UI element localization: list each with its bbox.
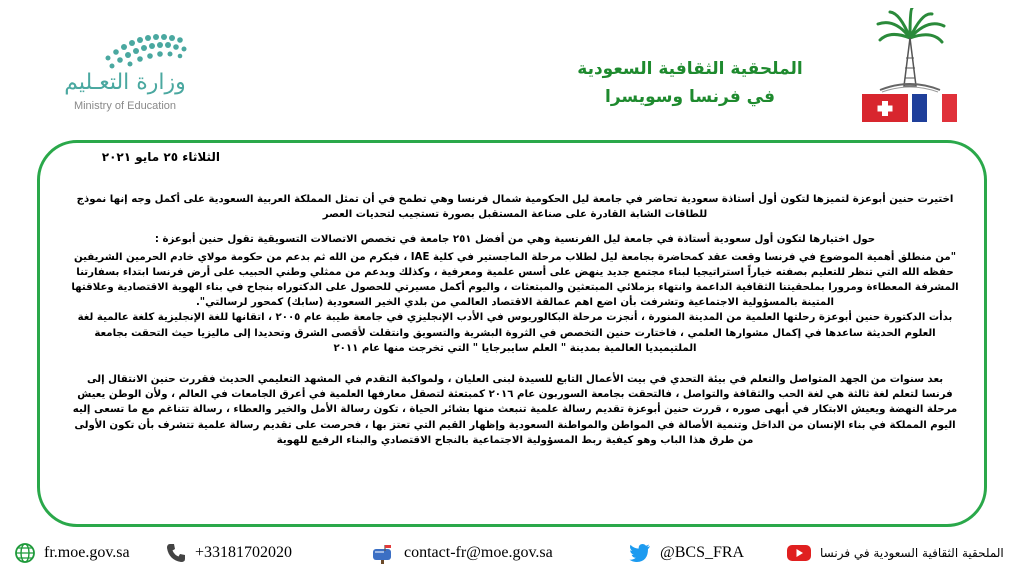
youtube-text: الملحقية الثقافية السعودية في فرنسا [820, 546, 1004, 560]
website-link[interactable] [14, 541, 130, 565]
moe-logo [40, 28, 190, 118]
title-line-1: الملحقية الثقافية السعودية [577, 59, 803, 79]
mailbox-icon [370, 542, 396, 564]
article-date: الثلاثاء ٢٥ مايو ٢٠٢١ [101, 150, 220, 164]
youtube-icon [786, 543, 812, 563]
article-paragraph: بدأت الدكتورة حنين أبوعزة رحلتها العلمية من المدينة المنورة ، أنجزت مرحلة البكالوريوس في الأدب الإنجليزي في جامعة طيبة عام ٢٠٠٥ ، اتقانها للغة الإنجليزية كلغة عالمية لغة العلوم الحديثة ساعدها في إكمال مشوارها العلمي ، فاختارت حنين التخصص في الثروة البشرية والتسويق وانتقلت لأقصى الشرق وتحديدا إلى ماليزيا حيث التحقت بجامعة الملتيميديا العالمية بمدينة " العلم سايبرجايا " التي تخرجت منها عام ٢٠١١ [77, 312, 953, 354]
twitter-link[interactable] [628, 541, 744, 565]
palm-swords-flags-emblem-icon [860, 8, 960, 123]
globe-icon [14, 542, 36, 564]
phone-text: +33181702020 [195, 544, 293, 561]
article-paragraph: اختيرت حنين أبوعزة لتميزها لتكون أول أستاذة سعودية تحاضر في جامعة ليل الحكومية شمال فرنسا وهي تطمح في أن تمثل المملكة العربية السعودية على أكمل وجه إنها نموذج للطاقات الشابة القادرة على صناعة المستقبل بصورة تستجيب لتحديات العصر [76, 194, 954, 221]
ministry-name-en: Ministry of Education [73, 100, 177, 112]
email-link[interactable] [370, 541, 553, 565]
article-paragraph: "من منطلق أهمية الموضوع في فرنسا وقعت عقد كمحاضرة بجامعة ليل لطلاب مرحلة الماجستير في كلية IAE ، فبكرم من الله ثم بدعم من حكومة مولاي خادم الحرمين الشريفين حفظه الله التي تنظر للتعليم بصفته خياراً استراتيجيا لبناء مجتمع جديد ينهض على أسس علمية ومعرفية ، وكذلك وبدعم من ممثلي وطني الحبيب على أرض فرنسا ابتداء بسفارتنا المشرفة المعطاءة ومرورا بملحقيتنا الثقافية الداعمة وانتهاء بزملائي المبتعثين والمبتعثات ، واليوم أكمل مسيرتي للحصول على الدكتوراه بنجاح في بناء الهوية الاقتصادية وعلاقتها المتينة بالمسؤولية الاجتماعية وتشرفت بأن اضع اهم عمالقة الاقتصاد العالمي من بلدي الخير السعودية (سابك) كمحور لرسالتي". [71, 251, 959, 309]
article-body [70, 192, 960, 458]
title-line-2: في فرنسا وسويسرا [605, 87, 775, 107]
twitter-text: @BCS_FRA [660, 544, 745, 561]
phone-link[interactable] [165, 541, 292, 565]
page-title [560, 55, 820, 111]
ministry-name-ar: وزارة التعـليم [64, 70, 186, 95]
youtube-link[interactable] [786, 541, 1004, 565]
footer-contacts [0, 537, 1024, 569]
phone-icon [165, 542, 187, 564]
article-paragraph: حول اختيارها لتكون أول سعودية أستاذة في جامعة ليل الفرنسية وهي من أفضل ٢٥١ جامعة في تخصص الاتصالات التسويقية تقول حنين أبوعزة : [154, 234, 876, 246]
moe-dots-icon [100, 28, 190, 73]
website-text: fr.moe.gov.sa [44, 544, 130, 561]
article-paragraph: بعد سنوات من الجهد المتواصل والتعلم في بيئة التحدي في بيت الأعمال التابع للسيدة لبنى العليان ، ولمواكبة التقدم في المشهد التعليمي الحديث فقررت حنين الانتقال إلى فرنسا لتعلم لغة ثالثة هي لغة الحب والثقافة والتواصل ، فالتحقت بجامعة السوربون عام ٢٠١٦ كمبتعثة لتصقل معارفها العلمية في أعرق الجامعات في العالم ، ولأن الوطن يعيش مرحلة النهضة ويعيش الابتكار في أبهى صوره ، قررت حنين أبوعزة تقديم رسالة علمية تنبعث منها بشائر الحياة ، تكون رسالة الأمل والخير والعطاء ، رسالة تتناغم مع ما تسعى إليه اليوم المملكة في بناء الإنسان من الداخل وتنمية الأصالة في المواطن والمواطنة السعودية وإظهار القيم التي تعتز بها ، فحرصت على تقديم رسالة علمية تتشرف بأن تكون الأولى من طرق هذا الباب وهو كيفية ربط المسؤولية الاجتماعية بالنجاح الاقتصادي والبناء الرفيع للهوية [72, 374, 958, 446]
twitter-icon [628, 542, 652, 564]
email-text: contact-fr@moe.gov.sa [404, 544, 553, 561]
